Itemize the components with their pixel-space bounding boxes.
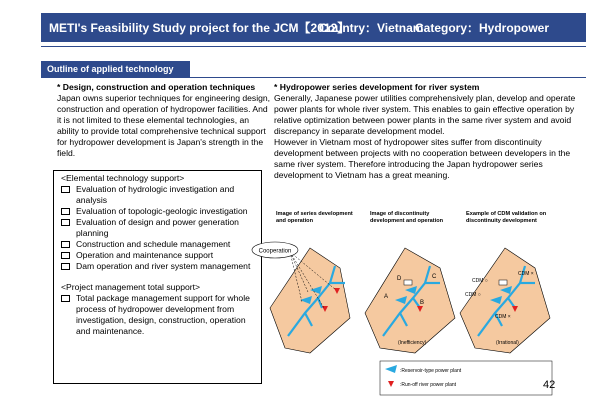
dam-icon (499, 280, 507, 285)
checkbox-icon (61, 263, 70, 270)
inefficiency-label: (Inefficiency) (398, 340, 427, 346)
right-heading: * Hydropower series development for river system (274, 82, 480, 92)
legend-reservoir-label: :Reservoir-type power plant (400, 368, 462, 374)
project-title: METI's Feasibility Study project for the JCM【2012】 (49, 21, 350, 35)
right-para-2: However in Vietnam most of hydropower sites suffer from discontinuity development between projects with no cooperation between developers in the same river system. Therefore introducing the Japan hydropower series development to Vietnam has a great meaning. (274, 137, 571, 180)
list-item: Evaluation of design and power generation planning (61, 217, 258, 239)
dam-icon (404, 280, 412, 285)
section-title: Outline of applied technology (41, 61, 190, 77)
legend-runoff-label: :Run-off river power plant (400, 382, 457, 388)
label-b: B (420, 300, 425, 306)
cdm-label-3: CDM ○ (465, 292, 481, 298)
river-figure (250, 208, 590, 398)
left-heading: * Design, construction and operation techniques (57, 82, 256, 92)
left-text (57, 82, 272, 159)
header-divider (41, 46, 586, 47)
checkbox-icon (61, 208, 70, 215)
label-a: A (384, 294, 389, 300)
cdm-label-4: CDM × (495, 314, 511, 320)
support-box (53, 170, 262, 384)
right-para-1: Generally, Japanese power utilities comprehensively plan, develop and operate power plants for whole river system. This enables to gain effective operation by relative optimization between power plants in the same river system and avoid discrepancy in separate development model. (274, 93, 576, 136)
checkbox-icon (61, 295, 70, 302)
label-c: C (432, 274, 437, 280)
section-divider (41, 77, 586, 78)
cdm-label-2: CDM ○ (472, 278, 488, 284)
list-item: Operation and maintenance support (61, 250, 258, 261)
elemental-title: <Elemental technology support> (61, 173, 185, 183)
left-body: Japan owns superior techniques for engineering design, construction and operation of hydropower facilities. And it is not limited to these elemental technologies, an ability to provide total comprehensive technical support for hydropower development is Japan's strength in the field. (57, 93, 271, 158)
list-item: Total package management support for whole process of hydropower development from investigation, design, construction, operation and maintenance. (61, 293, 258, 337)
list-item: Evaluation of topologic-geologic investigation (61, 206, 258, 217)
irrational-label: (Irrational) (496, 340, 519, 346)
project-mgmt-title: <Project management total support> (61, 282, 201, 292)
checkbox-icon (61, 252, 70, 259)
header-bar (41, 13, 586, 42)
legend-box (380, 361, 552, 395)
caption-series: Image of series development and operation (276, 211, 353, 224)
cooperation-label: Cooperation (258, 248, 292, 255)
category-label: Category：Hydropower (415, 21, 550, 35)
list-item: Evaluation of hydrologic investigation and analysis (61, 184, 258, 206)
checkbox-icon (61, 186, 70, 193)
list-item: Construction and schedule management (61, 239, 258, 250)
label-d: D (397, 276, 402, 282)
country-label: Country：Vietnam (319, 21, 424, 35)
checkbox-icon (61, 241, 70, 248)
caption-cdm: Example of CDM validation on discontinuity development (466, 211, 547, 224)
right-text (274, 82, 588, 181)
checkbox-icon (61, 219, 70, 226)
cdm-label-1: CDM × (518, 271, 534, 277)
list-item: Dam operation and river system management (61, 261, 258, 272)
caption-discontinuity: Image of discontinuity development and operation (370, 211, 444, 224)
page-number: 42 (543, 379, 556, 391)
